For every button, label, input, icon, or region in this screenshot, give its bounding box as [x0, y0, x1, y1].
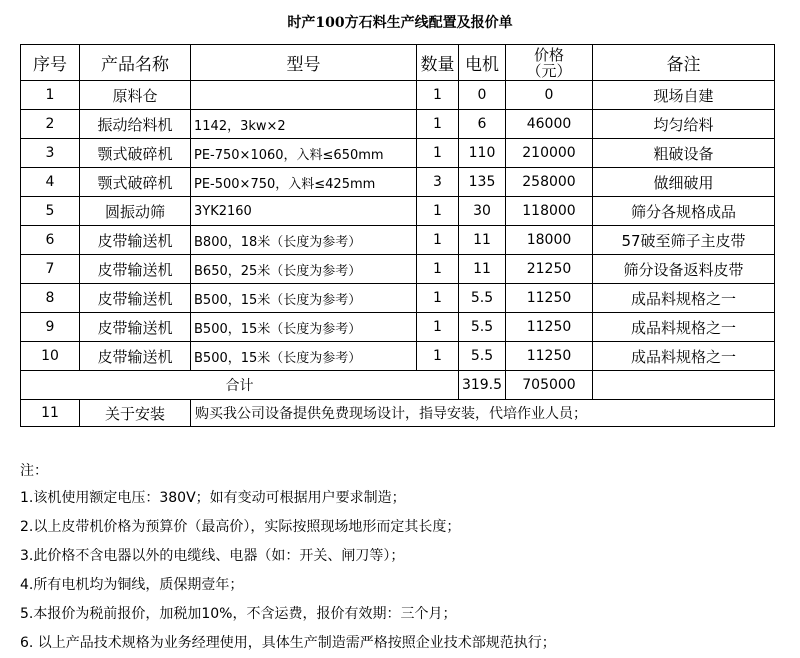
table-row: [21, 255, 775, 284]
table-row: [21, 139, 775, 168]
header-note: 备注: [593, 45, 775, 81]
total-price: 705000: [506, 371, 593, 400]
cell-model: PE-500×750，入料≤425mm: [191, 168, 417, 197]
cell-qty: 1: [417, 284, 459, 313]
document-title: 时产100方石料生产线配置及报价单: [287, 15, 513, 31]
cell-qty: 3: [417, 168, 459, 197]
cell-no: 10: [21, 342, 80, 371]
cell-qty: 1: [417, 226, 459, 255]
cell-no: 9: [21, 313, 80, 342]
cell-name: 皮带输送机: [80, 255, 191, 284]
header-qty: 数量: [417, 45, 459, 81]
note-item: 2.以上皮带机价格为预算价（最高价），实际按照现场地形而定其长度；: [20, 519, 461, 535]
cell-model: B650，25米（长度为参考）: [191, 255, 417, 284]
cell-note: 成品料规格之一: [593, 313, 775, 342]
cell-note: 57破至筛子主皮带: [593, 226, 775, 255]
cell-price: 258000: [506, 168, 593, 197]
cell-no: 8: [21, 284, 80, 313]
cell-note: 筛分设备返料皮带: [593, 255, 775, 284]
cell-no: 6: [21, 226, 80, 255]
cell-name: 振动给料机: [80, 110, 191, 139]
cell-motor: 5.5: [459, 284, 506, 313]
header-no: 序号: [21, 45, 80, 81]
cell-name: 原料仓: [80, 81, 191, 110]
total-label: 合计: [21, 371, 459, 400]
table-row: [21, 313, 775, 342]
cell-name: 颚式破碎机: [80, 139, 191, 168]
install-no: 11: [21, 400, 80, 427]
cell-qty: 1: [417, 197, 459, 226]
cell-name: 皮带输送机: [80, 226, 191, 255]
cell-motor: 5.5: [459, 342, 506, 371]
cell-no: 7: [21, 255, 80, 284]
cell-qty: 1: [417, 342, 459, 371]
cell-name: 颚式破碎机: [80, 168, 191, 197]
cell-price: 46000: [506, 110, 593, 139]
cell-model: PE-750×1060，入料≤650mm: [191, 139, 417, 168]
cell-name: 皮带输送机: [80, 313, 191, 342]
cell-model: B800，18米（长度为参考）: [191, 226, 417, 255]
header-price: [506, 45, 593, 81]
cell-price: 21250: [506, 255, 593, 284]
note-item: 4.所有电机均为铜线，质保期壹年；: [20, 577, 244, 593]
cell-price: 0: [506, 81, 593, 110]
cell-note: 筛分各规格成品: [593, 197, 775, 226]
table-row: [21, 197, 775, 226]
header-motor: 电机: [459, 45, 506, 81]
cell-price: 11250: [506, 284, 593, 313]
install-text: 购买我公司设备提供免费现场设计，指导安装，代培作业人员；: [191, 400, 775, 427]
cell-motor: 11: [459, 226, 506, 255]
cell-qty: 1: [417, 139, 459, 168]
cell-note: 成品料规格之一: [593, 284, 775, 313]
table-row: [21, 342, 775, 371]
cell-price: 11250: [506, 313, 593, 342]
cell-model: B500，15米（长度为参考）: [191, 284, 417, 313]
total-motor: 319.5: [459, 371, 506, 400]
table-header-row: [21, 45, 775, 81]
note-item: 1.该机使用额定电压：380V；如有变动可根据用户要求制造；: [20, 490, 406, 506]
cell-qty: 1: [417, 313, 459, 342]
header-price-line2: （元）: [526, 61, 572, 80]
total-note-empty: [593, 371, 775, 400]
cell-note: 均匀给料: [593, 110, 775, 139]
notes-section: [20, 458, 780, 658]
notes-title: 注：: [20, 463, 48, 479]
cell-note: 成品料规格之一: [593, 342, 775, 371]
note-item: 5.本报价为税前报价，加税加10%，不含运费，报价有效期：三个月；: [20, 606, 457, 622]
cell-motor: 110: [459, 139, 506, 168]
cell-qty: 1: [417, 255, 459, 284]
cell-name: 皮带输送机: [80, 284, 191, 313]
header-model: 型号: [191, 45, 417, 81]
cell-motor: 11: [459, 255, 506, 284]
table-row: [21, 226, 775, 255]
cell-qty: 1: [417, 110, 459, 139]
cell-note: 做细破用: [593, 168, 775, 197]
quotation-table: [20, 44, 775, 427]
cell-motor: 6: [459, 110, 506, 139]
table-row: [21, 284, 775, 313]
cell-note: 现场自建: [593, 81, 775, 110]
cell-motor: 0: [459, 81, 506, 110]
cell-no: 5: [21, 197, 80, 226]
table-row: [21, 110, 775, 139]
cell-motor: 30: [459, 197, 506, 226]
cell-price: 118000: [506, 197, 593, 226]
cell-name: 皮带输送机: [80, 342, 191, 371]
cell-qty: 1: [417, 81, 459, 110]
cell-no: 4: [21, 168, 80, 197]
cell-note: 粗破设备: [593, 139, 775, 168]
cell-motor: 135: [459, 168, 506, 197]
cell-name: 圆振动筛: [80, 197, 191, 226]
cell-price: 11250: [506, 342, 593, 371]
cell-model: 3YK2160: [191, 197, 417, 226]
note-item: 6. 以上产品技术规格为业务经理使用，具体生产制造需严格按照企业技术部规范执行；: [20, 635, 556, 651]
install-row: [21, 400, 775, 427]
cell-no: 2: [21, 110, 80, 139]
table-row: [21, 168, 775, 197]
cell-model: [191, 81, 417, 110]
total-row: [21, 371, 775, 400]
cell-price: 18000: [506, 226, 593, 255]
table-row: [21, 81, 775, 110]
cell-no: 1: [21, 81, 80, 110]
header-price-line1: 价格: [533, 45, 564, 64]
cell-model: B500，15米（长度为参考）: [191, 342, 417, 371]
install-name: 关于安装: [80, 400, 191, 427]
cell-motor: 5.5: [459, 313, 506, 342]
cell-model: 1142，3kw×2: [191, 110, 417, 139]
cell-no: 3: [21, 139, 80, 168]
header-name: 产品名称: [80, 45, 191, 81]
cell-model: B500，15米（长度为参考）: [191, 313, 417, 342]
note-item: 3.此价格不含电器以外的电缆线、电器（如：开关、闸刀等）；: [20, 548, 405, 564]
cell-price: 210000: [506, 139, 593, 168]
